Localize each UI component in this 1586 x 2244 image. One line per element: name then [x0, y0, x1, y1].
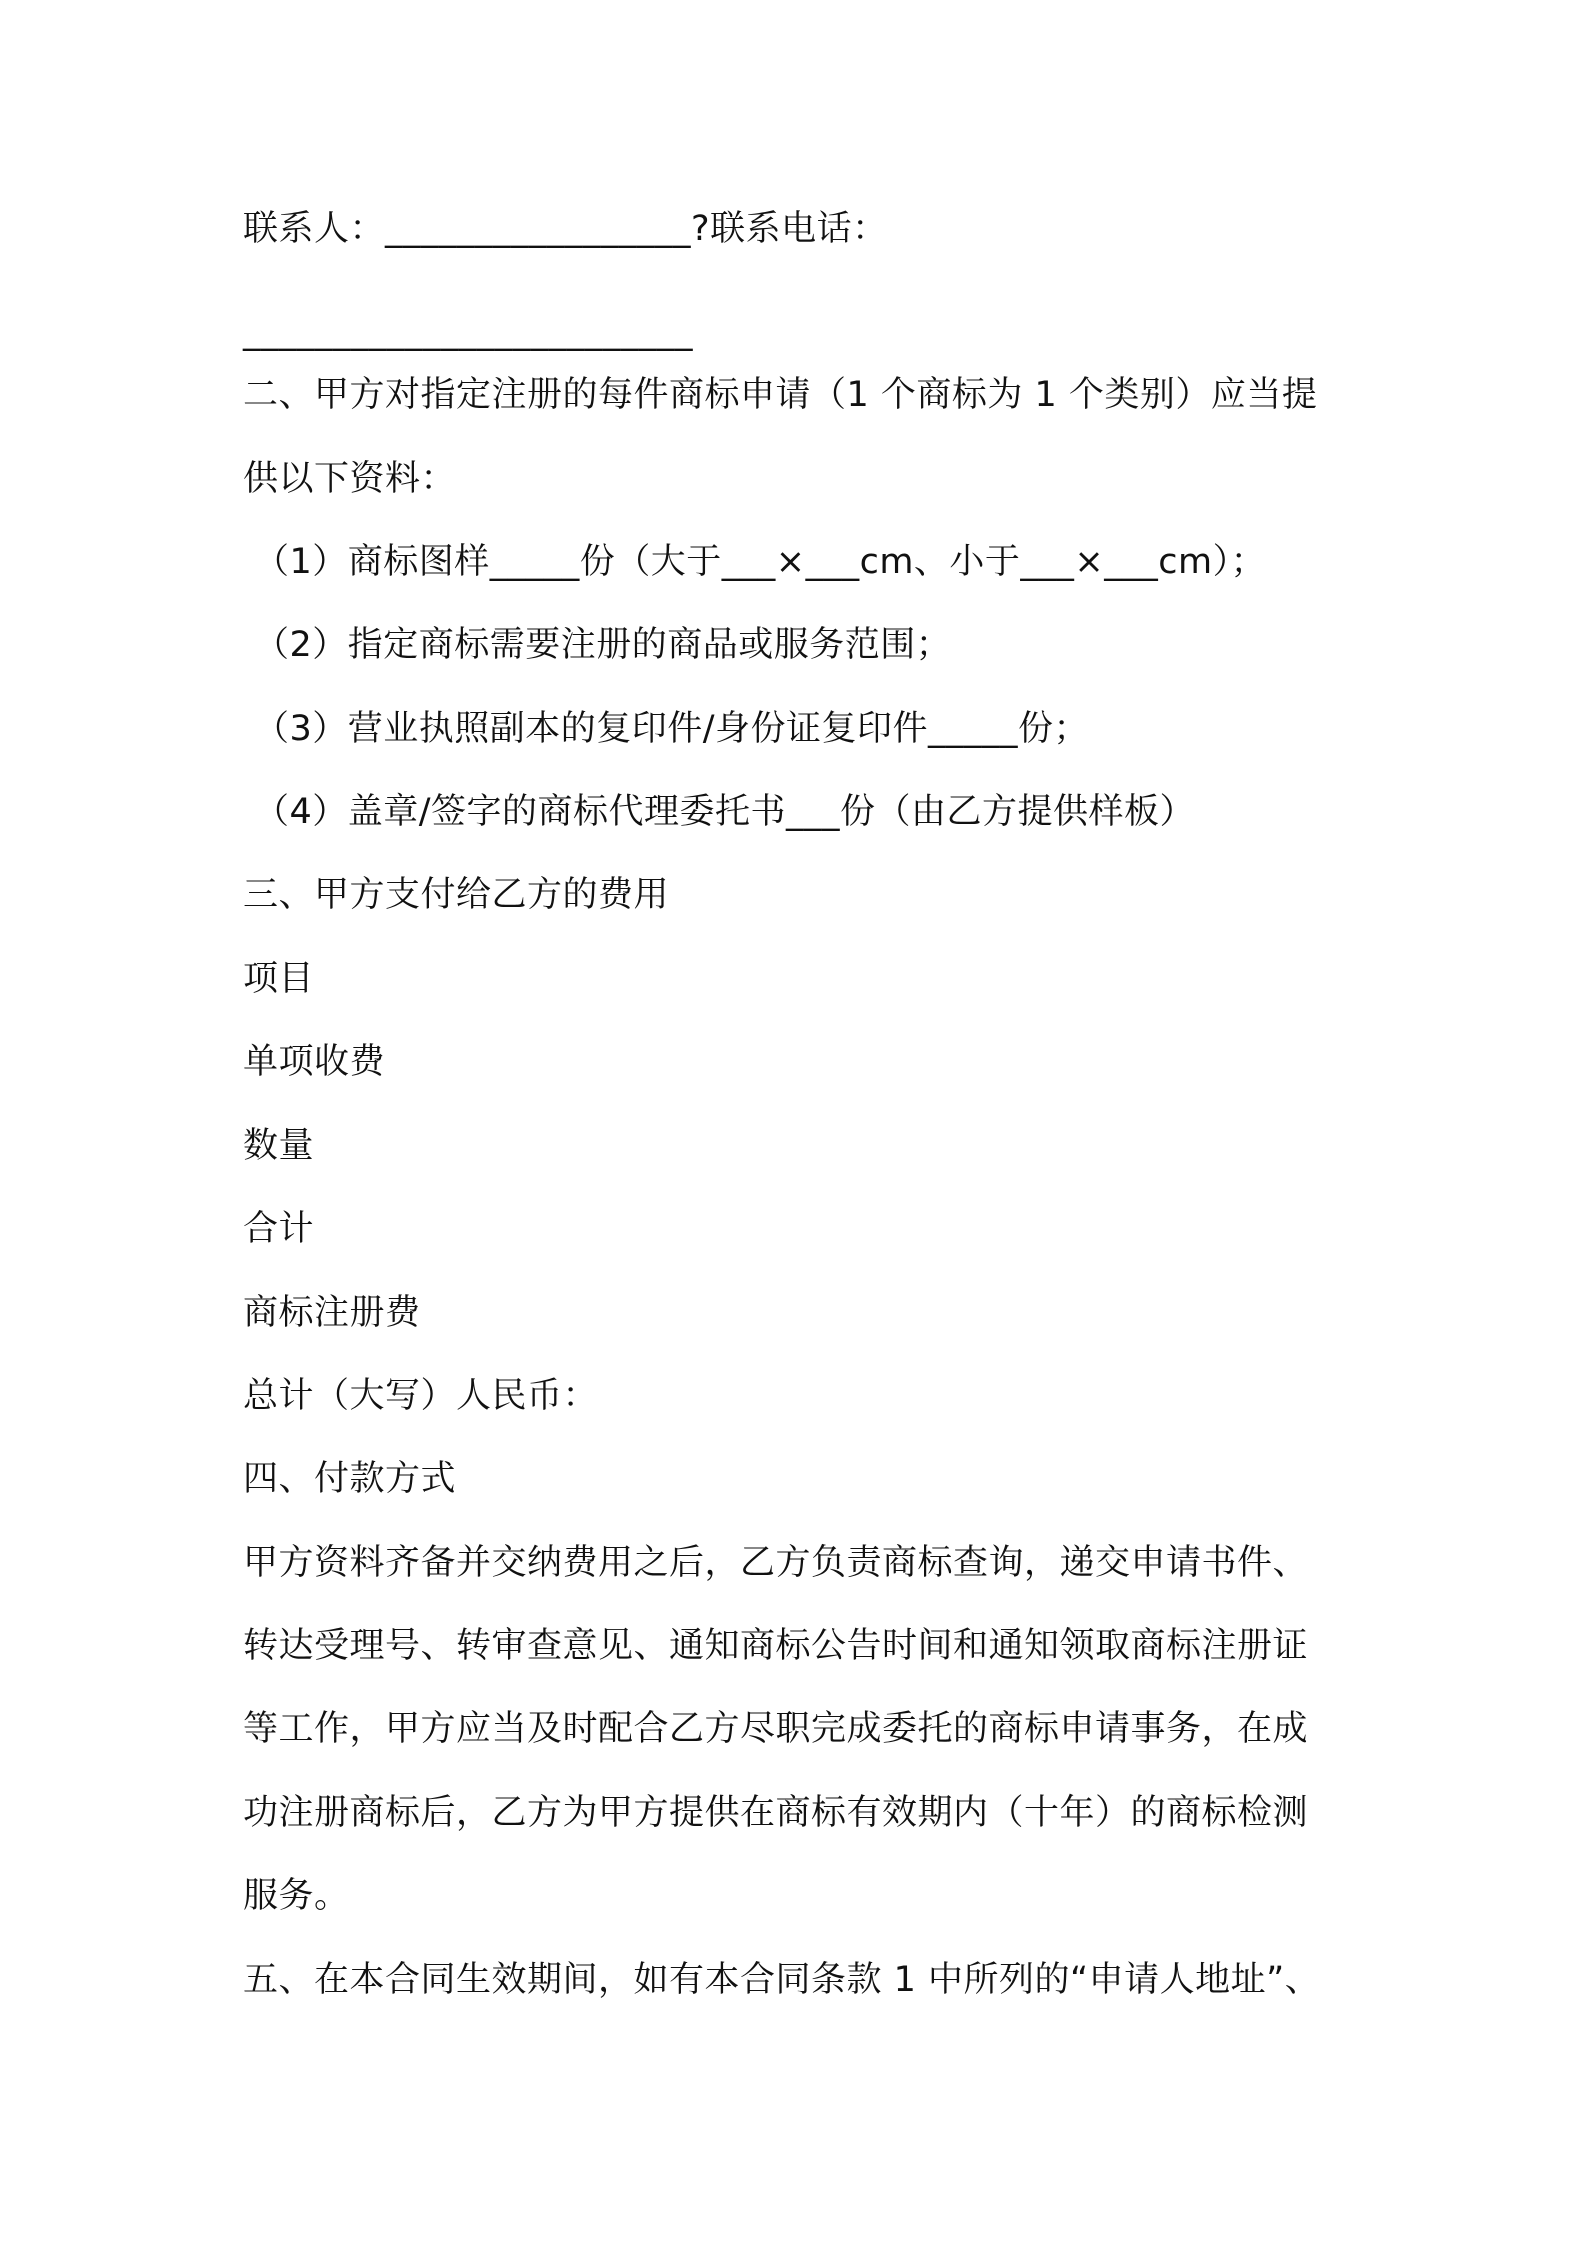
contact-phone-blank: _________________________: [243, 312, 693, 352]
list-item-3: （3）营业执照副本的复印件/身份证复印件_____份；: [254, 709, 1090, 749]
paragraph-line: 服务。: [243, 1876, 350, 1916]
section-2-heading-cont: 供以下资料：: [243, 459, 457, 499]
contact-line: 联系人：_________________?联系电话：: [243, 209, 888, 249]
paragraph-line: 甲方资料齐备并交纳费用之后，乙方负责商标查询，递交申请书件、: [243, 1543, 1309, 1583]
fee-total: 总计（大写）人民币：: [243, 1376, 599, 1416]
section-5-heading: 五、在本合同生效期间，如有本合同条款 1 中所列的“申请人地址”、: [243, 1960, 1321, 2000]
fee-label-subtotal: 合计: [243, 1209, 315, 1249]
section-4-heading: 四、付款方式: [243, 1459, 457, 1499]
paragraph-line: 转达受理号、转审查意见、通知商标公告时间和通知领取商标注册证: [243, 1626, 1309, 1666]
section-2-heading: 二、甲方对指定注册的每件商标申请（1 个商标为 1 个类别）应当提: [243, 375, 1318, 415]
list-item-4: （4）盖章/签字的商标代理委托书___份（由乙方提供样板）: [254, 792, 1196, 832]
fee-label-item: 项目: [243, 959, 315, 999]
section-3-heading: 三、甲方支付给乙方的费用: [243, 875, 670, 915]
list-item-1: （1）商标图样_____份（大于___×___cm、小于___×___cm）；: [254, 542, 1267, 582]
paragraph-line: 等工作，甲方应当及时配合乙方尽职完成委托的商标申请事务，在成: [243, 1709, 1309, 1749]
fee-label-unit: 单项收费: [243, 1042, 386, 1082]
paragraph-line: 功注册商标后，乙方为甲方提供在商标有效期内（十年）的商标检测: [243, 1793, 1309, 1833]
list-item-2: （2）指定商标需要注册的商品或服务范围；: [254, 625, 952, 665]
fee-label-quantity: 数量: [243, 1126, 315, 1166]
fee-item-trademark: 商标注册费: [243, 1293, 421, 1333]
